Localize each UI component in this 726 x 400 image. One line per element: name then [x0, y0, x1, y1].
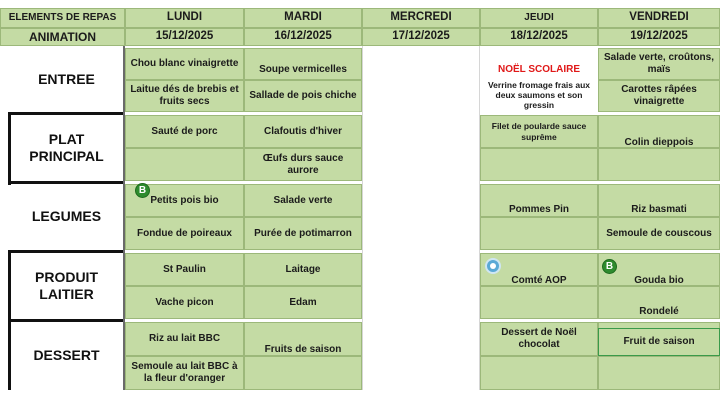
- lundi-entree-2[interactable]: Laitue dés de brebis et fruits secs: [125, 80, 244, 112]
- vendredi-dessert-selected[interactable]: Fruit de saison: [598, 328, 720, 356]
- jeudi-noel-scolaire[interactable]: NOËL SCOLAIRE: [480, 62, 598, 78]
- jeudi-legumes-2[interactable]: [480, 217, 598, 250]
- date-jeudi[interactable]: 18/12/2025: [480, 28, 598, 46]
- mardi-laitier-1[interactable]: Laitage: [244, 253, 362, 286]
- mardi-legumes-2[interactable]: Purée de potimarron: [244, 217, 362, 250]
- day-header-jeudi[interactable]: JEUDI: [480, 8, 598, 28]
- mardi-plat-1[interactable]: Clafoutis d'hiver: [244, 115, 362, 148]
- category-legumes-label: LEGUMES: [31, 208, 102, 225]
- category-entree-label: ENTREE: [38, 71, 95, 88]
- section-border: [8, 112, 11, 185]
- lundi-plat-1[interactable]: Sauté de porc: [125, 115, 244, 148]
- mardi-legumes-1[interactable]: Salade verte: [244, 184, 362, 217]
- bio-badge-icon: B: [602, 259, 617, 274]
- day-header-mardi[interactable]: MARDI: [244, 8, 362, 28]
- date-mercredi[interactable]: 17/12/2025: [362, 28, 480, 46]
- jeudi-entree[interactable]: Verrine fromage frais aux deux saumons et son gressin: [480, 78, 598, 112]
- bio-badge-icon: B: [135, 183, 150, 198]
- lundi-dessert-1[interactable]: Riz au lait BBC: [125, 322, 244, 356]
- jeudi-plat-1[interactable]: Filet de poularde sauce suprême: [480, 115, 598, 148]
- lundi-laitier-2[interactable]: Vache picon: [125, 286, 244, 319]
- aop-badge-icon: [485, 258, 501, 274]
- day-header-lundi[interactable]: LUNDI: [125, 8, 244, 28]
- jeudi-laitier-1[interactable]: Comté AOP: [480, 253, 598, 286]
- category-legumes[interactable]: [8, 184, 125, 250]
- jeudi-legumes-1[interactable]: Pommes Pin: [480, 184, 598, 217]
- mardi-entree-2[interactable]: Sallade de pois chiche: [244, 80, 362, 112]
- day-header-mercredi[interactable]: MERCREDI: [362, 8, 480, 28]
- vendredi-laitier-2[interactable]: Rondelé: [598, 286, 720, 319]
- category-dessert[interactable]: [8, 322, 125, 390]
- lundi-entree-1[interactable]: Chou blanc vinaigrette: [125, 48, 244, 80]
- vendredi-entree-2[interactable]: Carottes râpées vinaigrette: [598, 80, 720, 112]
- section-border: [8, 181, 124, 184]
- section-border: [8, 250, 124, 253]
- lundi-legumes-2[interactable]: Fondue de poireaux: [125, 217, 244, 250]
- mardi-dessert-2[interactable]: [244, 356, 362, 390]
- mardi-dessert-1[interactable]: Fruits de saison: [244, 322, 362, 356]
- vendredi-plat-1[interactable]: Colin dieppois: [598, 115, 720, 148]
- vendredi-dessert-2[interactable]: [598, 356, 720, 390]
- section-border: [8, 250, 11, 323]
- section-border: [8, 112, 124, 115]
- vendredi-laitier-1[interactable]: Gouda bio: [598, 253, 720, 286]
- category-plat-label-1: PLAT: [48, 130, 85, 147]
- date-vendredi[interactable]: 19/12/2025: [598, 28, 720, 46]
- category-plat-label-2: PRINCIPAL: [29, 148, 104, 164]
- vendredi-entree-1[interactable]: Salade verte, croûtons, maïs: [598, 48, 720, 80]
- jeudi-plat-2[interactable]: [480, 148, 598, 181]
- mercredi-empty-column[interactable]: [362, 46, 480, 390]
- section-border: [123, 46, 125, 390]
- day-header-vendredi[interactable]: VENDREDI: [598, 8, 720, 28]
- lundi-plat-2[interactable]: [125, 148, 244, 181]
- section-border: [8, 319, 11, 390]
- lundi-laitier-1[interactable]: St Paulin: [125, 253, 244, 286]
- category-entree[interactable]: [8, 48, 125, 112]
- corner-header-bottom[interactable]: ANIMATION: [0, 28, 125, 46]
- vendredi-legumes-2[interactable]: Semoule de couscous: [598, 217, 720, 250]
- mardi-laitier-2[interactable]: Edam: [244, 286, 362, 319]
- vendredi-legumes-1[interactable]: Riz basmati: [598, 184, 720, 217]
- section-border: [8, 319, 124, 322]
- mardi-plat-2[interactable]: Œufs durs sauce aurore: [244, 148, 362, 181]
- jeudi-laitier-2[interactable]: [480, 286, 598, 319]
- lundi-legumes-1[interactable]: Petits pois bio: [125, 184, 244, 217]
- vendredi-plat-2[interactable]: [598, 148, 720, 181]
- category-plat[interactable]: [8, 115, 125, 181]
- category-dessert-label: DESSERT: [33, 347, 100, 364]
- date-mardi[interactable]: 16/12/2025: [244, 28, 362, 46]
- category-laitier-label-2: LAITIER: [39, 286, 94, 302]
- category-laitier-label-1: PRODUIT: [35, 268, 98, 285]
- jeudi-dessert-1[interactable]: Dessert de Noël chocolat: [480, 322, 598, 356]
- jeudi-dessert-2[interactable]: [480, 356, 598, 390]
- corner-header-top[interactable]: ELEMENTS DE REPAS: [0, 8, 125, 28]
- category-laitier[interactable]: [8, 253, 125, 319]
- date-lundi[interactable]: 15/12/2025: [125, 28, 244, 46]
- mardi-entree-1[interactable]: Soupe vermicelles: [244, 48, 362, 80]
- lundi-dessert-2[interactable]: Semoule au lait BBC à la fleur d'oranger: [125, 356, 244, 390]
